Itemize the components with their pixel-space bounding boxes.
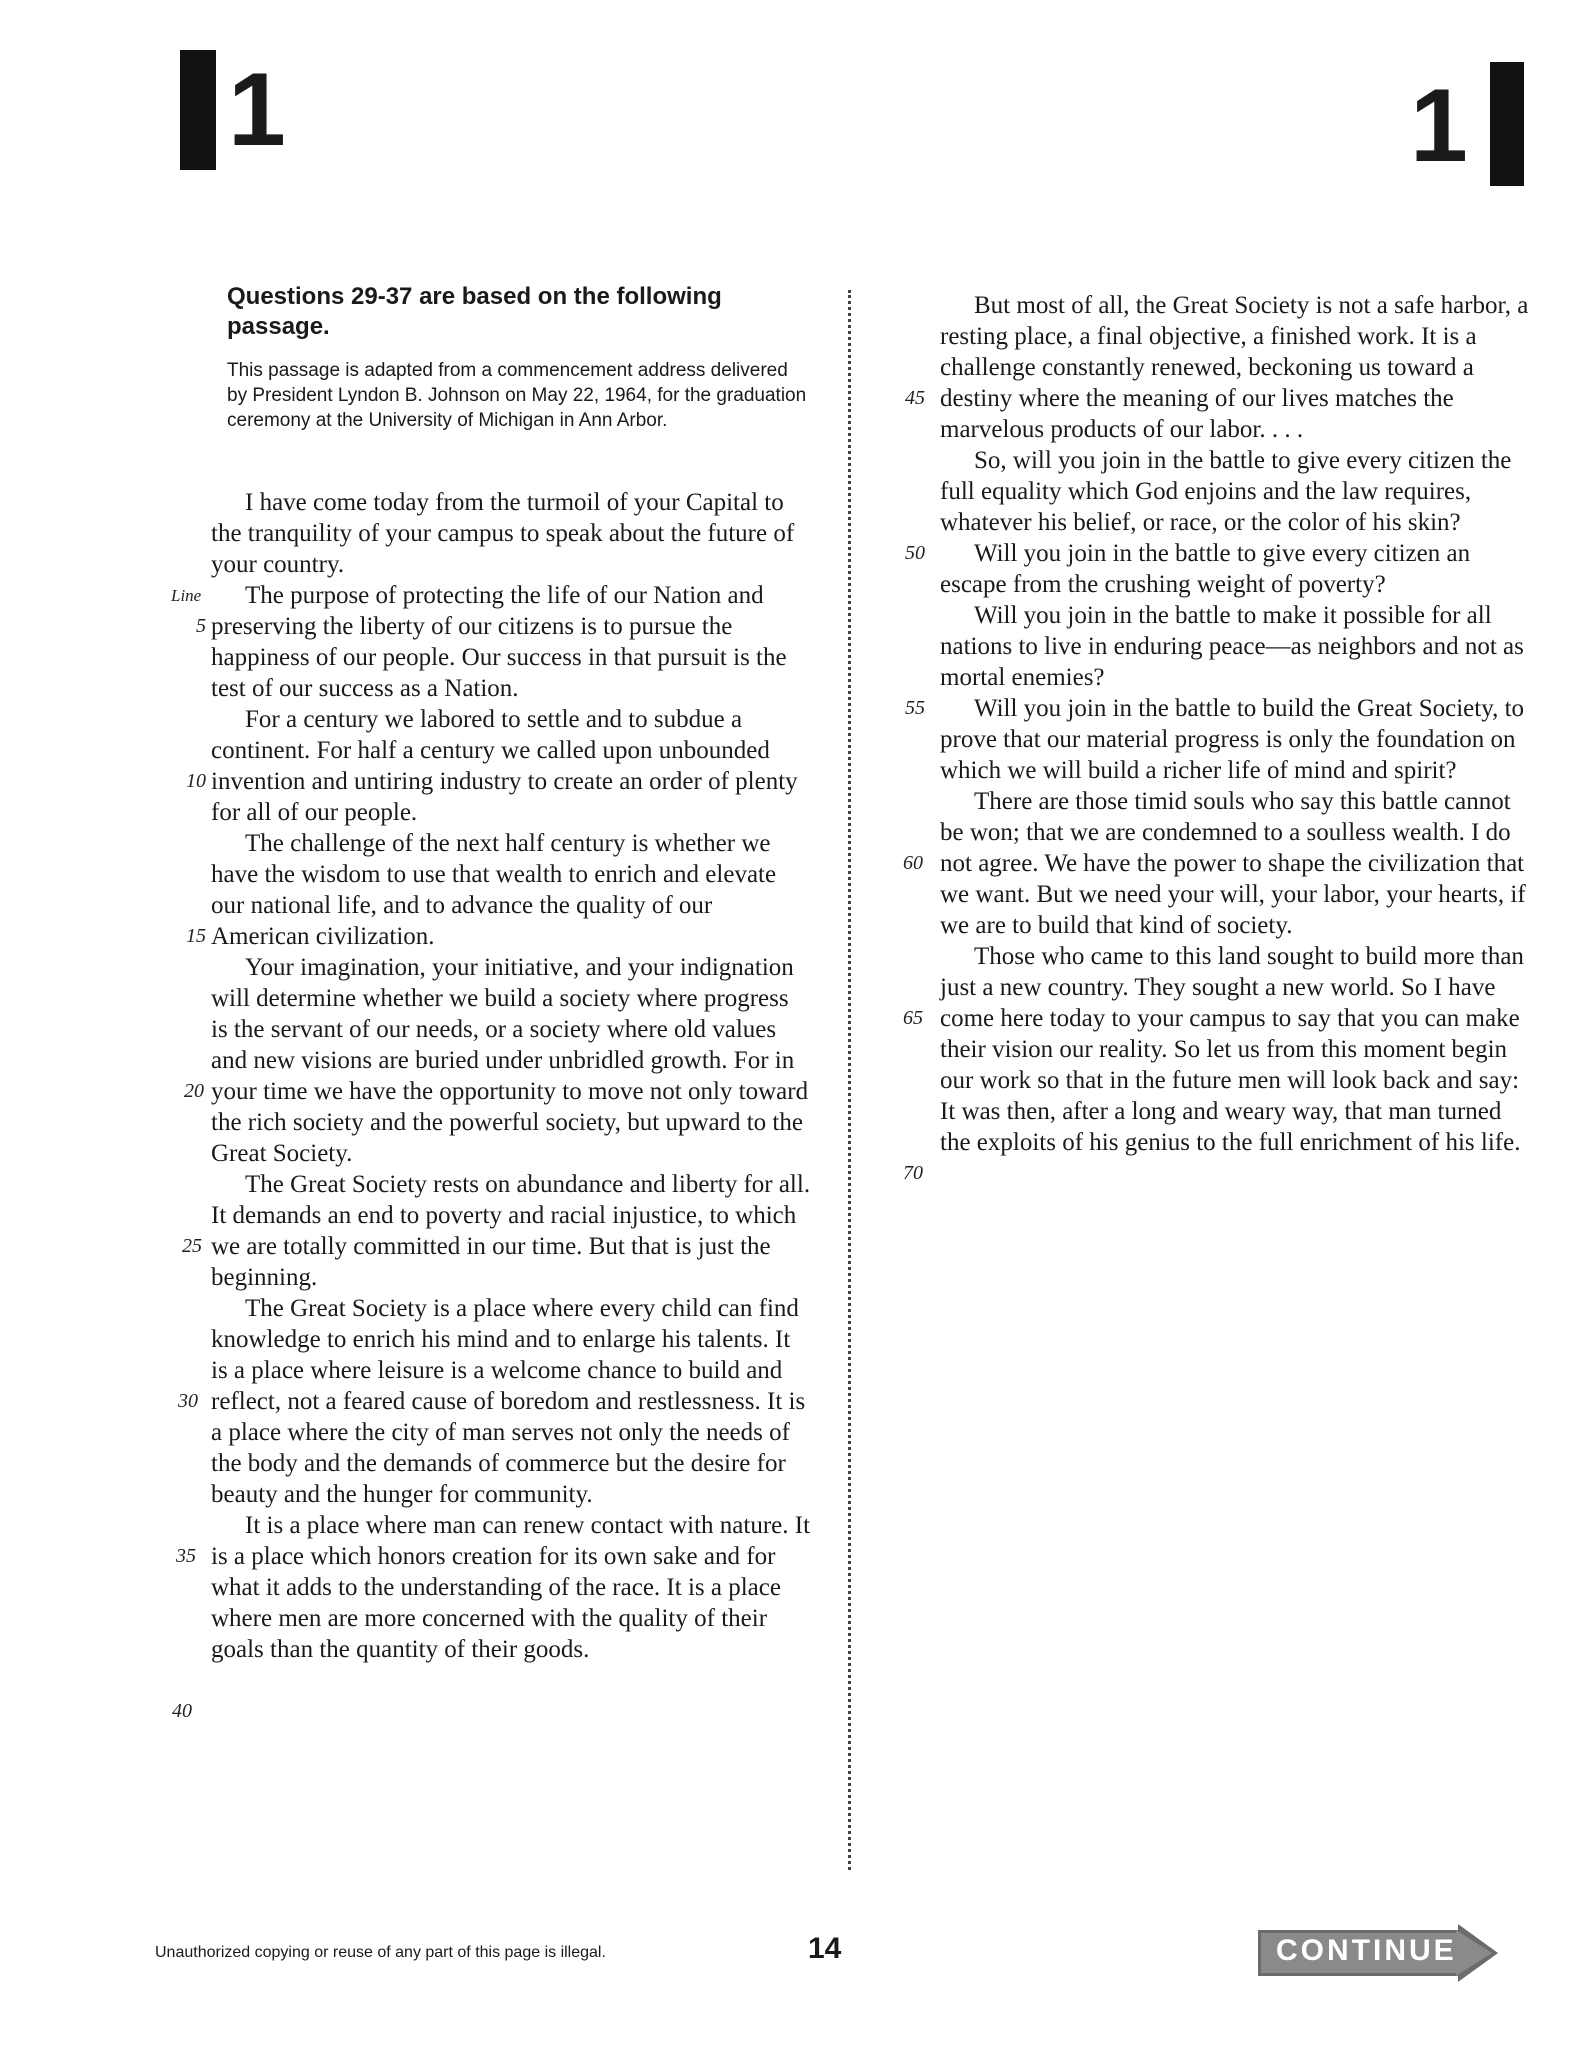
line-number: 15 xyxy=(186,925,206,947)
passage-paragraph: It is a place where man can renew contact with nature. It is a place which honors creation for its own sake and for what it adds to the understanding of the race. It is a place where men are more concerned with the quality of their goals than the quantity of their goods. xyxy=(211,1512,811,1663)
passage-paragraph: For a century we labored to settle and to subdue a continent. For half a century we called upon unbounded invention and untiring industry to create an order of plenty for all of our people. xyxy=(211,706,798,826)
passage-paragraph: Your imagination, your initiative, and your indignation will determine whether we build a society where progress is the servant of our needs, or a society where old values and new visions are buried under unbridled growth. For in your time we have the opportunity to move not only toward the rich society and the powerful society, but upward to the Great Society. xyxy=(211,954,809,1167)
column-divider xyxy=(848,290,851,1870)
continue-button[interactable] xyxy=(1258,1924,1498,1982)
section-marker-bar-left xyxy=(180,50,216,170)
passage-paragraph: Those who came to this land sought to build more than just a new country. They sought a new world. So I have come here today to your campus to say that you can make their vision our reality. So let us from this moment begin our work so that in the future men will look back and say: It was then, after a long and weary way, that man turned the exploits of his genius to the full enrichment of his life. xyxy=(940,943,1524,1156)
passage-intro: This passage is adapted from a commencement address delivered by President Lyndon B. Johnson on May 22, 1964, for the graduation ceremony at the University of Michigan in Ann Arbor. xyxy=(227,360,807,431)
continue-label: CONTINUE xyxy=(1276,1934,1457,1967)
line-number: 30 xyxy=(178,1390,198,1412)
line-number: 20 xyxy=(184,1080,204,1102)
line-number: 10 xyxy=(186,770,206,792)
line-number: 25 xyxy=(182,1235,202,1257)
passage-paragraph: The purpose of protecting the life of our Nation and preserving the liberty of our citizens is to pursue the happiness of our people. Our success in that pursuit is the test of our success as a Nation. xyxy=(211,582,787,702)
passage-paragraph: Will you join in the battle to give every citizen an escape from the crushing weight of poverty? xyxy=(940,540,1471,598)
line-number: 5 xyxy=(196,615,206,637)
passage-column-right xyxy=(940,290,1530,1158)
section-marker-bar-right xyxy=(1490,62,1524,186)
line-number: 35 xyxy=(176,1545,196,1567)
line-label: Line xyxy=(171,586,202,605)
line-number: 50 xyxy=(905,542,925,564)
copyright-notice: Unauthorized copying or reuse of any part of this page is illegal. xyxy=(155,1944,606,1961)
passage-paragraph: The Great Society is a place where every child can find knowledge to enrich his mind and to enlarge his talents. It is a place where leisure is a welcome chance to build and reflect, not a feared cause of boredom and restlessness. It is a place where the city of man serves not only the needs of the body and the demands of commerce but the desire for beauty and the hunger for community. xyxy=(211,1295,806,1508)
section-number-right: 1 xyxy=(1410,68,1468,184)
passage-paragraph: There are those timid souls who say this battle cannot be won; that we are condemned to a soulless wealth. I do not agree. We have the power to shape the civilization that we want. But we need your will, your labor, your hearts, if we are to build that kind of society. xyxy=(940,788,1526,939)
section-number-left: 1 xyxy=(228,52,286,168)
passage-paragraph: So, will you join in the battle to give every citizen the full equality which God enjoins and the law requires, whatever his belief, or race, or the color of his skin? xyxy=(940,447,1512,536)
line-number: 55 xyxy=(905,697,925,719)
line-number: 65 xyxy=(903,1007,923,1029)
passage-paragraph: I have come today from the turmoil of your Capital to the tranquility of your campus to speak about the future of your country. xyxy=(211,489,795,578)
line-number: 40 xyxy=(172,1700,192,1722)
line-number: 70 xyxy=(903,1162,923,1184)
line-number: 60 xyxy=(903,852,923,874)
passage-column-left xyxy=(211,487,811,1665)
line-number: 45 xyxy=(905,387,925,409)
passage-paragraph: But most of all, the Great Society is not a safe harbor, a resting place, a final objective, a finished work. It is a challenge constantly renewed, beckoning us toward a destiny where the meaning of our lives matches the marvelous products of our labor. . . . xyxy=(940,292,1529,443)
passage-paragraph: The Great Society rests on abundance and liberty for all. It demands an end to poverty and racial injustice, to which we are totally committed in our time. But that is just the beginning. xyxy=(211,1171,811,1291)
passage-paragraph: The challenge of the next half century is whether we have the wisdom to use that wealth to enrich and elevate our national life, and to advance the quality of our American civilization. xyxy=(211,830,777,950)
passage-paragraph: Will you join in the battle to build the Great Society, to prove that our material progress is only the foundation on which we will build a richer life of mind and spirit? xyxy=(940,695,1525,784)
page-number: 14 xyxy=(808,1932,842,1965)
questions-header: Questions 29-37 are based on the following passage. xyxy=(227,283,722,340)
passage-paragraph: Will you join in the battle to make it possible for all nations to live in enduring peace—as neighbors and not as mortal enemies? xyxy=(940,602,1524,691)
